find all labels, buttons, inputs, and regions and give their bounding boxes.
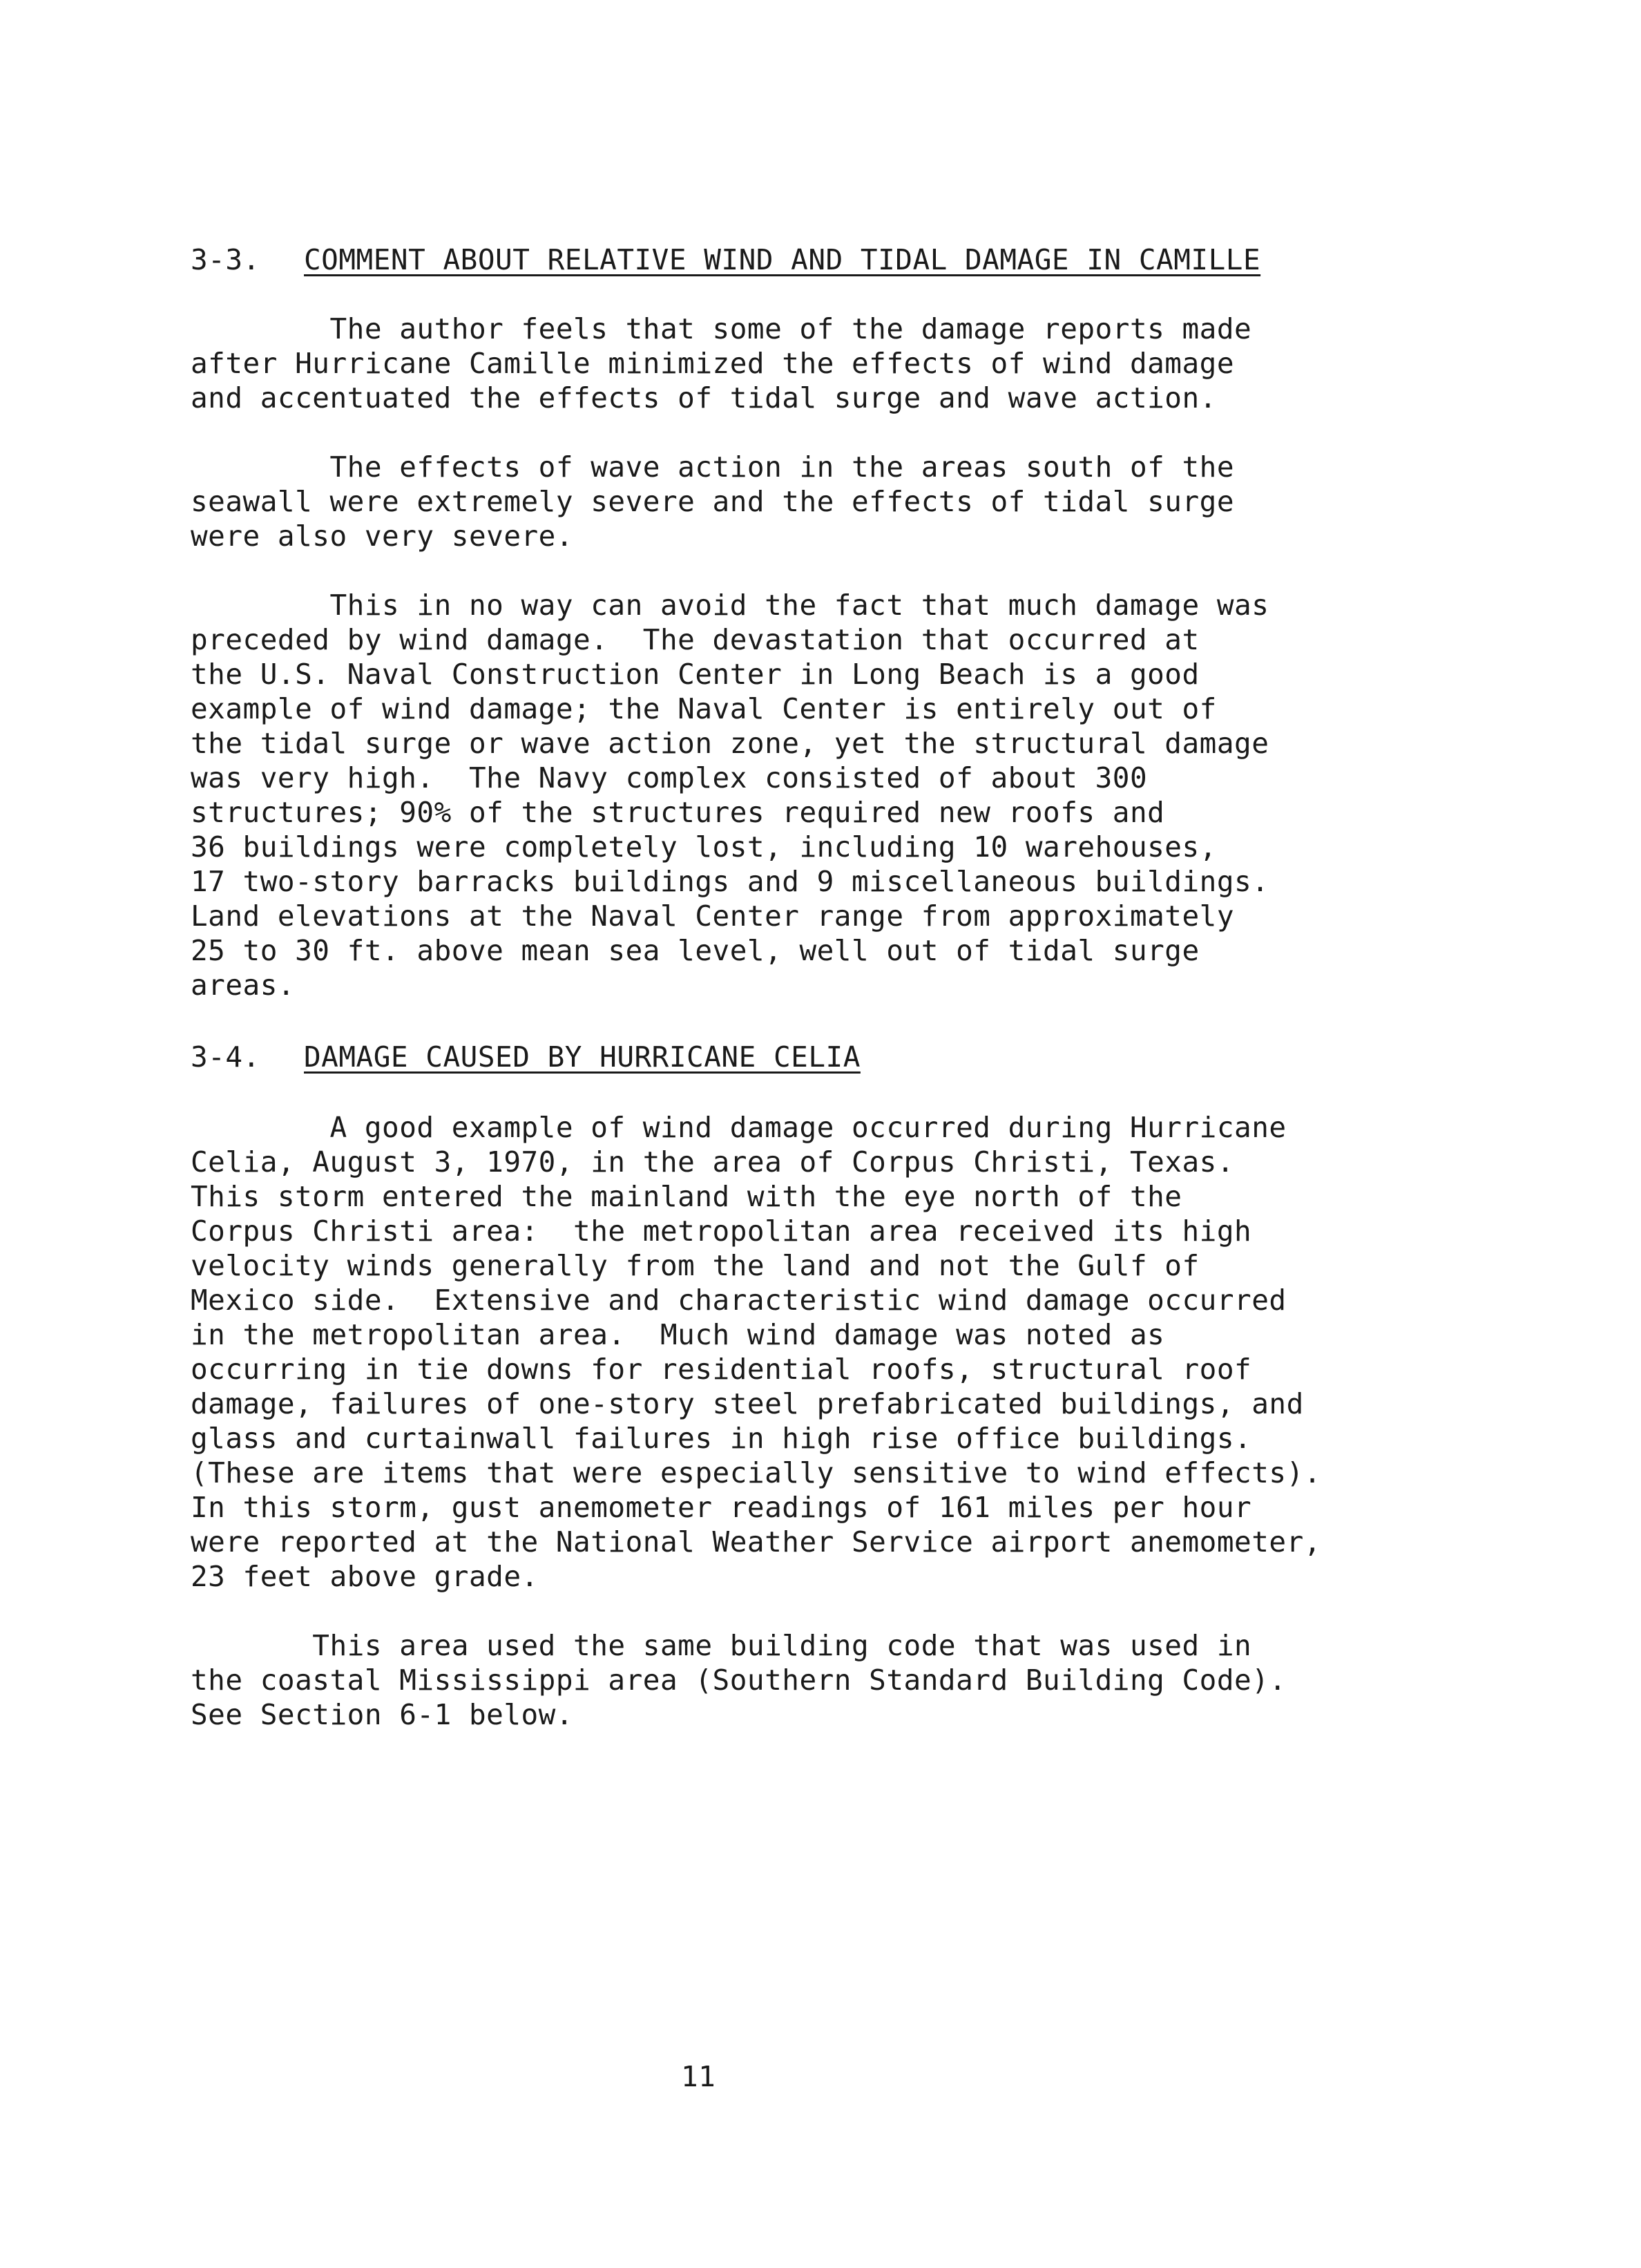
text-line: This area used the same building code that was used in xyxy=(191,1629,1252,1662)
section-number: 3-4. xyxy=(191,1040,260,1074)
text-line: the coastal Mississippi area (Southern Standard Building Code). xyxy=(191,1664,1287,1697)
text-line: velocity winds generally from the land and not the Gulf of xyxy=(191,1249,1200,1282)
section-title: COMMENT ABOUT RELATIVE WIND AND TIDAL DAMAGE IN CAMILLE xyxy=(304,243,1261,276)
text-line: in the metropolitan area. Much wind damage was noted as xyxy=(191,1318,1165,1351)
text-line: the U.S. Naval Construction Center in Long Beach is a good xyxy=(191,658,1200,691)
text-line: areas. xyxy=(191,969,296,1002)
text-line: example of wind damage; the Naval Center is entirely out of xyxy=(191,692,1217,725)
text-line: In this storm, gust anemometer readings of 161 miles per hour xyxy=(191,1491,1252,1524)
text-line: Mexico side. Extensive and characteristic wind damage occurred xyxy=(191,1284,1287,1317)
text-line: 23 feet above grade. xyxy=(191,1560,539,1593)
text-line: Corpus Christi area: the metropolitan area received its high xyxy=(191,1214,1252,1248)
text-line: This in no way can avoid the fact that much damage was xyxy=(191,589,1269,622)
section-heading-3-3 xyxy=(191,243,1261,276)
text-line: Celia, August 3, 1970, in the area of Corpus Christi, Texas. xyxy=(191,1145,1235,1179)
section-number: 3-3. xyxy=(191,243,260,276)
text-line: were reported at the National Weather Service airport anemometer, xyxy=(191,1525,1321,1559)
text-line: after Hurricane Camille minimized the effects of wind damage xyxy=(191,347,1235,380)
text-line: damage, failures of one-story steel prefabricated buildings, and xyxy=(191,1387,1304,1420)
text-line: occurring in tie downs for residential roofs, structural roof xyxy=(191,1353,1252,1386)
text-line: Land elevations at the Naval Center range from approximately xyxy=(191,899,1235,933)
text-line: 17 two-story barracks buildings and 9 miscellaneous buildings. xyxy=(191,865,1269,898)
text-line: This storm entered the mainland with the eye north of the xyxy=(191,1180,1182,1213)
text-line: The effects of wave action in the areas south of the xyxy=(191,450,1235,484)
text-line: were also very severe. xyxy=(191,520,574,553)
text-line: was very high. The Navy complex consisted of about 300 xyxy=(191,761,1148,794)
text-line: The author feels that some of the damage reports made xyxy=(191,312,1252,345)
text-line: preceded by wind damage. The devastation that occurred at xyxy=(191,623,1200,656)
section-heading-3-4 xyxy=(191,1040,861,1074)
text-line: and accentuated the effects of tidal surge and wave action. xyxy=(191,381,1217,414)
text-line: (These are items that were especially sensitive to wind effects). xyxy=(191,1456,1321,1489)
section-title: DAMAGE CAUSED BY HURRICANE CELIA xyxy=(304,1040,861,1074)
text-line: the tidal surge or wave action zone, yet the structural damage xyxy=(191,727,1269,760)
text-line: A good example of wind damage occurred during Hurricane xyxy=(191,1111,1287,1144)
text-line: glass and curtainwall failures in high rise office buildings. xyxy=(191,1422,1252,1455)
text-line: seawall were extremely severe and the effects of tidal surge xyxy=(191,485,1235,518)
text-line: See Section 6-1 below. xyxy=(191,1698,574,1731)
text-line: 36 buildings were completely lost, including 10 warehouses, xyxy=(191,830,1217,864)
text-line: 25 to 30 ft. above mean sea level, well out of tidal surge xyxy=(191,934,1200,967)
page-number: 11 xyxy=(681,2060,716,2093)
text-line: structures; 90% of the structures required new roofs and xyxy=(191,796,1165,829)
